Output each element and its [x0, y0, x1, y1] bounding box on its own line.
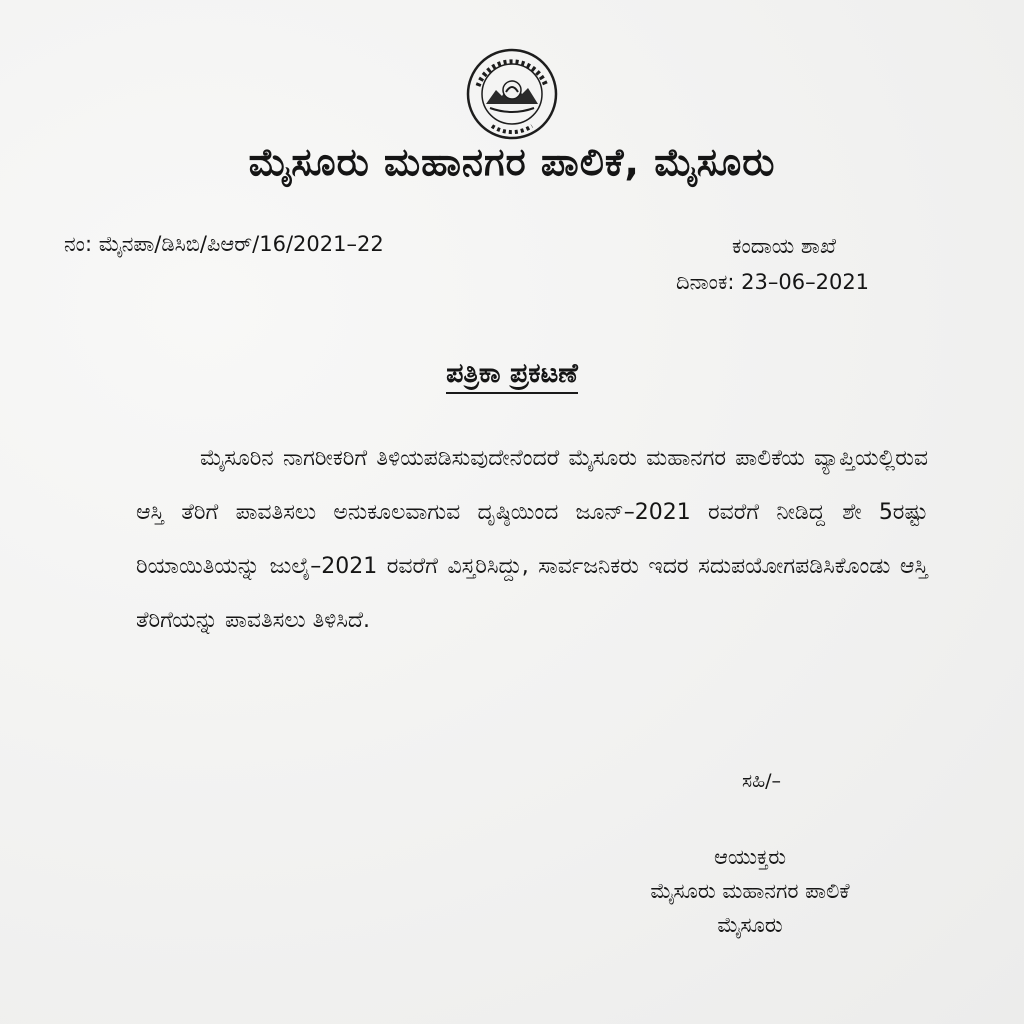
signatory-block	[600, 840, 900, 942]
reference-number: ನಂ: ಮೈನಪಾ/ಡಿಸಿಬಿ/ಪಿಆರ್/16/2021–22	[64, 232, 384, 256]
signature-mark: ಸಹಿ/–	[742, 770, 782, 792]
subject-heading	[0, 358, 1024, 390]
signatory-designation: ಆಯುಕ್ತರು	[713, 845, 787, 869]
signatory-office: ಮೈಸೂರು ಮಹಾನಗರ ಪಾಲಿಕೆ	[650, 879, 850, 903]
signatory-city: ಮೈಸೂರು	[717, 913, 783, 937]
issue-date: ದಿನಾಂಕ: 23–06–2021	[676, 270, 870, 294]
letterhead-title: ಮೈಸೂರು ಮಹಾನಗರ ಪಾಲಿಕೆ, ಮೈಸೂರು	[248, 140, 776, 184]
municipal-seal-icon	[464, 46, 560, 142]
subject-text: ಪತ್ರಿಕಾ ಪ್ರಕಟಣೆ	[446, 358, 578, 394]
body-paragraph: ಮೈಸೂರಿನ ನಾಗರೀಕರಿಗೆ ತಿಳಿಯಪಡಿಸುವುದೇನೆಂದರೆ ಮೈಸೂರು ಮಹಾನಗರ ಪಾಲಿಕೆಯ ವ್ಯಾಪ್ತಿಯಲ್ಲಿರುವ ಆಸ್ತಿ ತೆರಿಗೆ ಪಾವತಿಸಲು ಅನುಕೂಲವಾಗುವ ದೃಷ್ಠಿಯಿಂದ ಜೂನ್–2021 ರವರೆಗೆ ನೀಡಿದ್ದ ಶೇ 5ರಷ್ಟು ರಿಯಾಯಿತಿಯನ್ನು ಜುಲೈ–2021 ರವರೆಗೆ ವಿಸ್ತರಿಸಿದ್ದು, ಸಾರ್ವಜನಿಕರು ಇದರ ಸದುಪಯೋಗಪಡಿಸಿಕೊಂಡು ಆಸ್ತಿ ತೆರಿಗೆಯನ್ನು ಪಾವತಿಸಲು ತಿಳಿಸಿದೆ.	[136, 446, 928, 633]
department-section: ಕಂದಾಯ ಶಾಖೆ	[732, 234, 836, 258]
